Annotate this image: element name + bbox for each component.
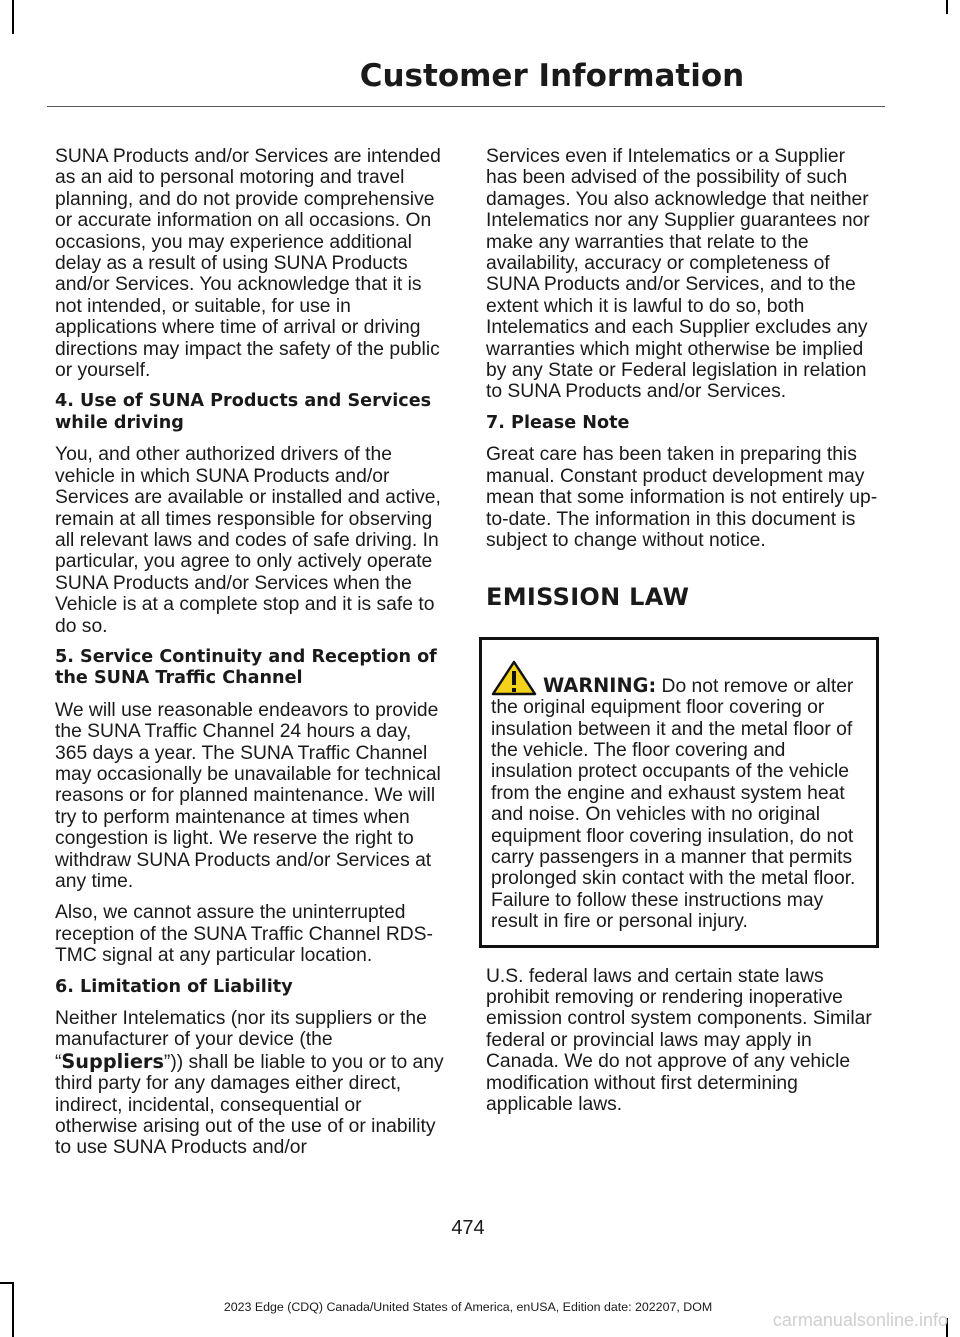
- paragraph-emission-laws: U.S. federal laws and certain state laws prohibit removing or rendering inoperative emission control system components. Similar federal or provincial laws may apply in Canada. We do not approve of any vehicle modification without first determining applicable laws.: [486, 965, 872, 1116]
- page-header-title: Customer Information: [359, 58, 745, 94]
- suppliers-term: Suppliers: [61, 1049, 164, 1073]
- liability-text-end: ”)) shall be liable to you or to any third party for any damages either direct, indirect, incidental, consequential or otherwise arising out of the use of or inability to use SUNA Products and/or: [55, 1051, 444, 1159]
- warning-label: WARNING:: [543, 673, 657, 697]
- footer-edition-info: 2023 Edge (CDQ) Canada/United States of America, enUSA, Edition date: 202207, DOM: [223, 1300, 713, 1314]
- paragraph-liability: [55, 1008, 447, 1159]
- subheading-use-while-driving: 4. Use of SUNA Products and Services while driving: [55, 391, 432, 433]
- warning-text: Do not remove or alter the original equipment floor covering or insulation between it and the metal floor of the vehicle. The floor covering and insulation protect occupants of the vehicle from the engine and exhaust system heat and noise. On vehicles with no original equipment floor covering insulation, do not carry passengers in a manner that permits prolonged skin contact with the metal floor. Failure to follow these instructions may result in fire or personal injury.: [491, 675, 856, 933]
- left-column: [55, 146, 447, 1169]
- paragraph-reception-assurance: Also, we cannot assure the uninterrupted reception of the SUNA Traffic Channel RDS-TMC signal at any particular location.: [55, 902, 433, 967]
- right-column: [486, 146, 878, 1125]
- warning-box: [479, 637, 879, 948]
- crop-mark-top-right: [946, 0, 948, 14]
- warning-triangle-icon: [491, 660, 537, 696]
- paragraph-suna-intended-use: SUNA Products and/or Services are intended as an aid to personal motoring and travel planning, and do not provide comprehensive or accurate information on all occasions. On occasions, you may experience additional delay as a result of using SUNA Products and/or Services. You acknowledge that it is not intended, or suitable, for use in applications where time of arrival or driving directions may impact the safety of the public or yourself.: [55, 146, 441, 382]
- subheading-limitation-of-liability: 6. Limitation of Liability: [55, 976, 293, 997]
- header-divider: [47, 106, 885, 107]
- section-heading-emission-law: EMISSION LAW: [486, 583, 690, 612]
- paragraph-traffic-channel-availability: We will use reasonable endeavors to provide the SUNA Traffic Channel 24 hours a day, 365 days a year. The SUNA Traffic Channel may occasionally be unavailable for technical reasons or for planned maintenance. We will try to perform maintenance at times when congestion is light. We reserve the right to withdraw SUNA Products and/or Services at any time.: [55, 699, 441, 892]
- paragraph-liability-continued: Services even if Intelematics or a Supplier has been advised of the possibility of such damages. You also acknowledge that neither Intelematics nor any Supplier guarantees nor make any warranties that relate to the availability, accuracy or completeness of SUNA Products and/or Services, and to the extent which it is lawful to do so, both Intelematics and each Supplier excludes any warranties which might otherwise be implied by any State or Federal legislation in relation to SUNA Products and/or Services.: [486, 146, 870, 403]
- page-number: 474: [451, 1217, 485, 1239]
- watermark: carmanualsonline.info: [772, 1310, 948, 1330]
- subheading-please-note: 7. Please Note: [486, 412, 630, 433]
- paragraph-driver-responsibility: You, and other authorized drivers of the vehicle in which SUNA Products and/or Services are available or installed and active, remain at all times responsible for observing all relevant laws and codes of safe driving. In particular, you agree to only actively operate SUNA Products and/or Services when the Vehicle is at a complete stop and it is safe to do so.: [55, 444, 441, 637]
- liability-text-start: Neither Intelematics (nor its suppliers or the manufacturer of your device (the “: [55, 1008, 427, 1073]
- crop-mark-top-left: [12, 0, 14, 34]
- paragraph-please-note: Great care has been taken in preparing this manual. Constant product development may mean that some information is not entirely up-to-date. The information in this document is subject to change without notice.: [486, 444, 878, 551]
- subheading-service-continuity: 5. Service Continuity and Reception of the SUNA Traffic Channel: [55, 646, 437, 689]
- crop-mark-bottom-left-h: [0, 1282, 14, 1284]
